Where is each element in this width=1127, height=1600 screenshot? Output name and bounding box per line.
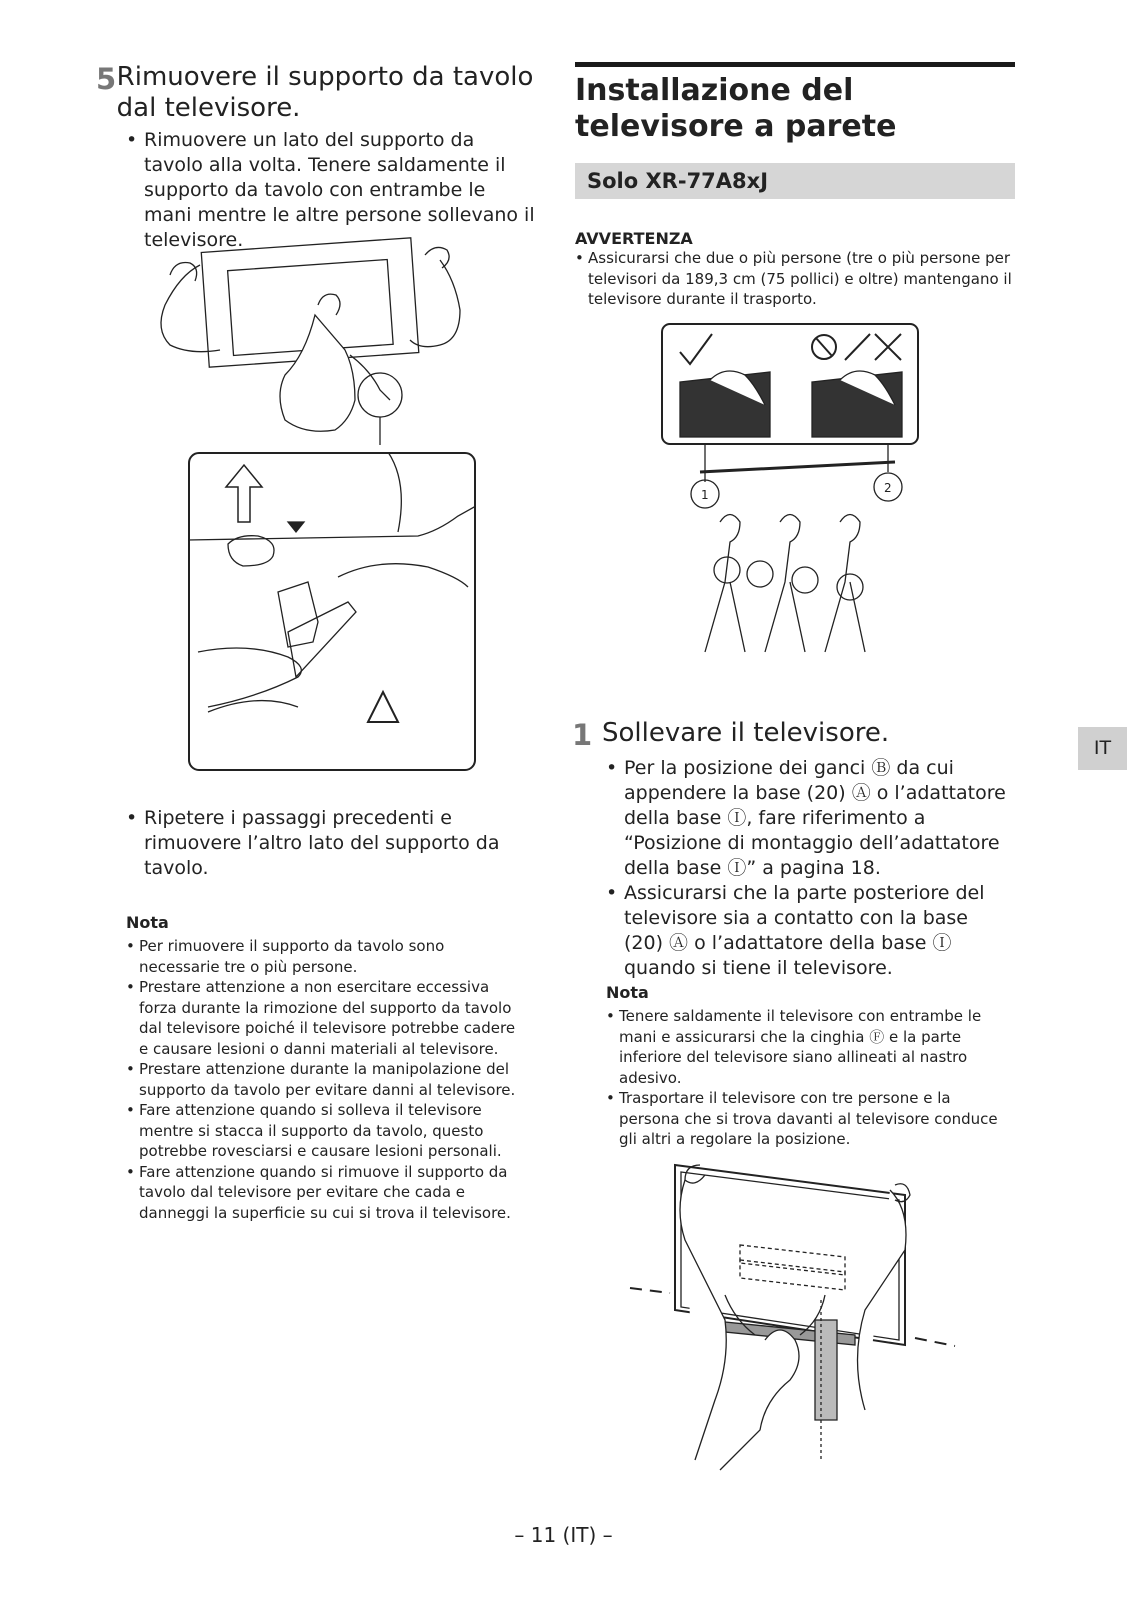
- list-item: • Prestare attenzione a non esercitare eccessiva forza durante la rimozione del supporto da tavolo dal televisore poiché il televisore potrebbe cadere e causare lesioni o danni materiali al televisore.: [126, 977, 526, 1059]
- step-1: [572, 718, 1012, 981]
- right-nota: [606, 983, 1006, 1150]
- check-icon: [680, 334, 712, 364]
- carrying-illustration: [660, 322, 920, 690]
- section-title: Installazione del televisore a parete: [575, 73, 897, 144]
- list-item: • Per la posizione dei ganci Ⓑ da cui appendere la base (20) Ⓐ o l’adattatore della base Ⓘ, fare riferimento a “Posizione di montaggio dell’adattatore della base Ⓘ” a pagina 18.: [624, 756, 1012, 881]
- nota-title: Nota: [126, 913, 169, 932]
- callout-2: 2: [884, 481, 892, 495]
- list-item: • Ripetere i passaggi precedenti e rimuovere l’altro lato del supporto da tavolo.: [144, 806, 536, 881]
- stand-detail-inset: [188, 452, 476, 772]
- step-5-continued: [96, 802, 536, 881]
- wall-mount-illustration: [625, 1160, 960, 1500]
- step-5-bullets-after: [144, 806, 536, 881]
- stand-removal-illustration: [140, 235, 470, 445]
- list-item: • Trasportare il televisore con tre persone e la persona che si trova davanti al televisore conduce gli altri a regolare la posizione.: [606, 1088, 1006, 1150]
- section-rule: [575, 62, 1015, 67]
- list-item: • Rimuovere un lato del supporto da tavolo alla volta. Tenere saldamente il supporto da tavolo con entrambe le mani mentre le altre persone sollevano il televisore.: [144, 128, 536, 253]
- model-box: Solo XR-77A8xJ: [575, 163, 1015, 199]
- avvertenza-title: AVVERTENZA: [575, 229, 693, 248]
- nota-list: [606, 1006, 1006, 1150]
- nota-title: Nota: [606, 983, 649, 1002]
- callout-1: 1: [701, 488, 709, 502]
- list-item: • Fare attenzione quando si solleva il televisore mentre si stacca il supporto da tavolo, questo potrebbe rovesciarsi e causare lesioni personali.: [126, 1100, 526, 1162]
- step-title: Rimuovere il supporto da tavolo dal televisore.: [116, 62, 534, 123]
- list-item: • Prestare attenzione durante la manipolazione del supporto da tavolo per evitare danni al televisore.: [126, 1059, 526, 1100]
- page-footer: – 11 (IT) –: [514, 1523, 613, 1547]
- avvertenza-list: [575, 248, 1015, 310]
- language-tab: IT: [1078, 727, 1127, 770]
- step-number: 1: [572, 718, 593, 752]
- step-1-bullets: [624, 756, 1012, 981]
- step-number: 5: [96, 62, 117, 96]
- left-nota: [126, 913, 526, 1223]
- right-column: [575, 62, 1015, 310]
- left-column: [96, 62, 536, 253]
- nota-list: [126, 936, 526, 1223]
- list-item: • Tenere saldamente il televisore con entrambe le mani e assicurarsi che la cinghia Ⓕ e la parte inferiore del televisore siano allineati al nastro adesivo.: [606, 1006, 1006, 1088]
- list-item: • Fare attenzione quando si rimuove il supporto da tavolo dal televisore per evitare che cada e danneggi la superficie su cui si trova il televisore.: [126, 1162, 526, 1224]
- list-item: • Assicurarsi che la parte posteriore del televisore sia a contatto con la base (20) Ⓐ o l’adattatore della base Ⓘ quando si tiene il televisore.: [624, 881, 1012, 981]
- list-item: • Assicurarsi che due o più persone (tre o più persone per televisori da 189,3 cm (75 pollici) e oltre) mantengano il televisore durante il trasporto.: [575, 248, 1015, 310]
- step-title: Sollevare il televisore.: [602, 718, 890, 748]
- step-5-heading: [96, 62, 536, 124]
- list-item: • Per rimuovere il supporto da tavolo sono necessarie tre o più persone.: [126, 936, 526, 977]
- step-1-heading: [572, 718, 1012, 752]
- cross-icon: [875, 334, 901, 360]
